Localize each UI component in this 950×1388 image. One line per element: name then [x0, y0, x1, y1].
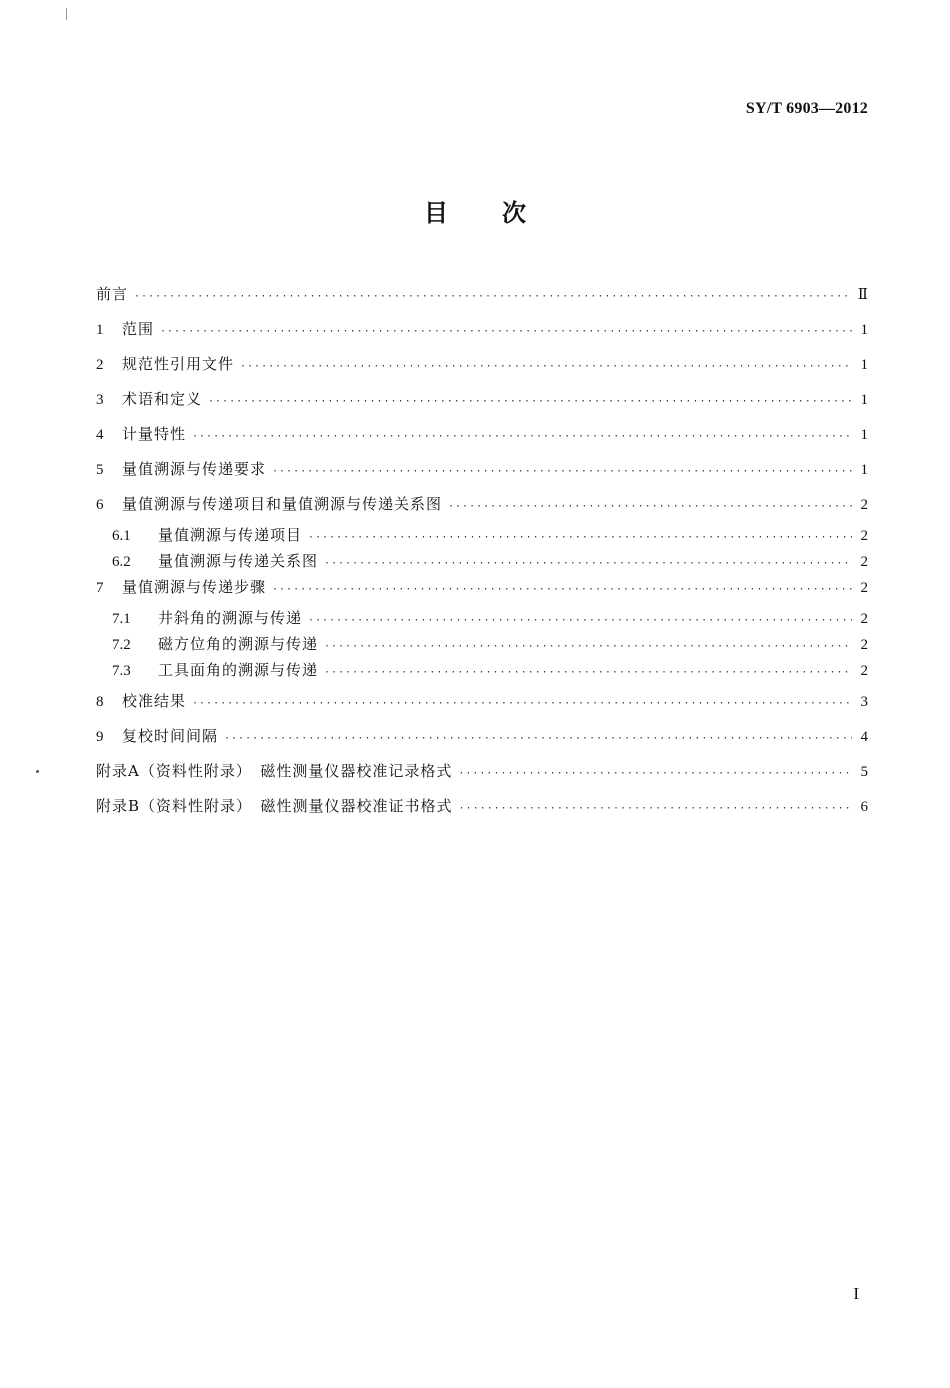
toc-label: 规范性引用文件	[122, 355, 235, 373]
toc-number: 7	[96, 580, 104, 596]
toc-entry-5[interactable]	[96, 457, 868, 492]
toc-label: 井斜角的溯源与传递	[158, 609, 303, 627]
toc-entry-6-1[interactable]	[96, 523, 868, 549]
toc-number: 6.1	[112, 528, 131, 544]
toc-entry-4[interactable]	[96, 422, 868, 457]
toc-number: 5	[96, 462, 104, 478]
toc-leader	[324, 635, 852, 659]
toc-label: 量值溯源与传递项目和量值溯源与传递关系图	[122, 495, 443, 513]
toc-leader	[272, 578, 852, 602]
toc-page: 2	[860, 497, 868, 513]
toc-number: 2	[96, 357, 104, 373]
toc-label: 工具面角的溯源与传递	[158, 661, 319, 679]
toc-number: 4	[96, 427, 104, 443]
toc-leader	[224, 727, 852, 751]
toc-leader	[324, 552, 852, 576]
toc-label: 术语和定义	[122, 390, 203, 408]
toc-page: 1	[860, 427, 868, 443]
toc-page: 1	[860, 462, 868, 478]
toc-page: 6	[860, 799, 868, 815]
toc-page: 3	[860, 694, 868, 710]
toc-number: 3	[96, 392, 104, 408]
toc-label: 量值溯源与传递关系图	[158, 552, 319, 570]
toc-leader	[192, 692, 852, 716]
toc-leader	[160, 320, 852, 344]
toc-page: 2	[860, 611, 868, 627]
toc-leader	[308, 609, 852, 633]
toc-page: 2	[860, 580, 868, 596]
toc-entry-foreword[interactable]	[96, 282, 868, 317]
scan-speck	[66, 8, 67, 20]
toc-label: 量值溯源与传递要求	[122, 460, 267, 478]
toc-label: 量值溯源与传递项目	[158, 526, 303, 544]
toc-page: 5	[860, 764, 868, 780]
toc-entry-2[interactable]	[96, 352, 868, 387]
toc-entry-appendix-a[interactable]	[96, 759, 868, 794]
toc-leader	[448, 495, 852, 519]
toc-leader	[134, 285, 852, 309]
toc-leader	[459, 797, 852, 821]
toc-entry-7[interactable]	[96, 575, 868, 606]
toc-entry-9[interactable]	[96, 724, 868, 759]
toc-page: 2	[860, 637, 868, 653]
toc-entry-3[interactable]	[96, 387, 868, 422]
toc-leader	[240, 355, 852, 379]
toc-leader	[208, 390, 852, 414]
toc-label: 磁方位角的溯源与传递	[158, 635, 319, 653]
toc-entry-1[interactable]	[96, 317, 868, 352]
toc-label: 前言	[96, 285, 129, 303]
scan-speck	[36, 770, 39, 773]
toc-number: 6	[96, 497, 104, 513]
toc-page: 1	[860, 392, 868, 408]
toc-number: 1	[96, 322, 104, 338]
standard-code: SY/T 6903—2012	[745, 100, 868, 117]
toc-leader	[192, 425, 852, 449]
toc-leader	[308, 526, 852, 550]
toc-entry-7-2[interactable]	[96, 632, 868, 658]
toc-page: Ⅱ	[857, 287, 868, 303]
toc-number: 7.1	[112, 611, 131, 627]
toc-leader	[458, 762, 852, 786]
title-char-1: 目	[424, 199, 448, 227]
toc-number: 6.2	[112, 554, 131, 570]
toc-number: 7.2	[112, 637, 131, 653]
toc-label: 校准结果	[122, 692, 187, 710]
toc-page: 2	[860, 554, 868, 570]
toc-entry-7-1[interactable]	[96, 606, 868, 632]
toc-label: 附录A（资料性附录） 磁性测量仪器校准记录格式	[96, 762, 453, 780]
toc-label: 量值溯源与传递步骤	[122, 578, 267, 596]
toc-label: 计量特性	[122, 425, 187, 443]
table-of-contents	[96, 282, 868, 829]
toc-entry-6-2[interactable]	[96, 549, 868, 575]
toc-label: 附录B（资料性附录） 磁性测量仪器校准证书格式	[96, 797, 453, 815]
toc-entry-8[interactable]	[96, 689, 868, 724]
toc-entry-6[interactable]	[96, 492, 868, 523]
toc-number: 8	[96, 694, 104, 710]
toc-label: 范围	[122, 320, 155, 338]
toc-page: 2	[860, 528, 868, 544]
page-number: I	[853, 1284, 859, 1303]
toc-page: 1	[860, 322, 868, 338]
title-char-2: 次	[502, 199, 526, 227]
toc-entry-7-3[interactable]	[96, 658, 868, 689]
toc-leader	[272, 460, 852, 484]
toc-label: 复校时间间隔	[122, 727, 219, 745]
toc-leader	[324, 661, 852, 685]
toc-page: 1	[860, 357, 868, 373]
page-title	[0, 193, 950, 228]
toc-entry-appendix-b[interactable]	[96, 794, 868, 829]
toc-number: 7.3	[112, 663, 131, 679]
toc-page: 2	[860, 663, 868, 679]
toc-page: 4	[860, 729, 868, 745]
toc-number: 9	[96, 729, 104, 745]
